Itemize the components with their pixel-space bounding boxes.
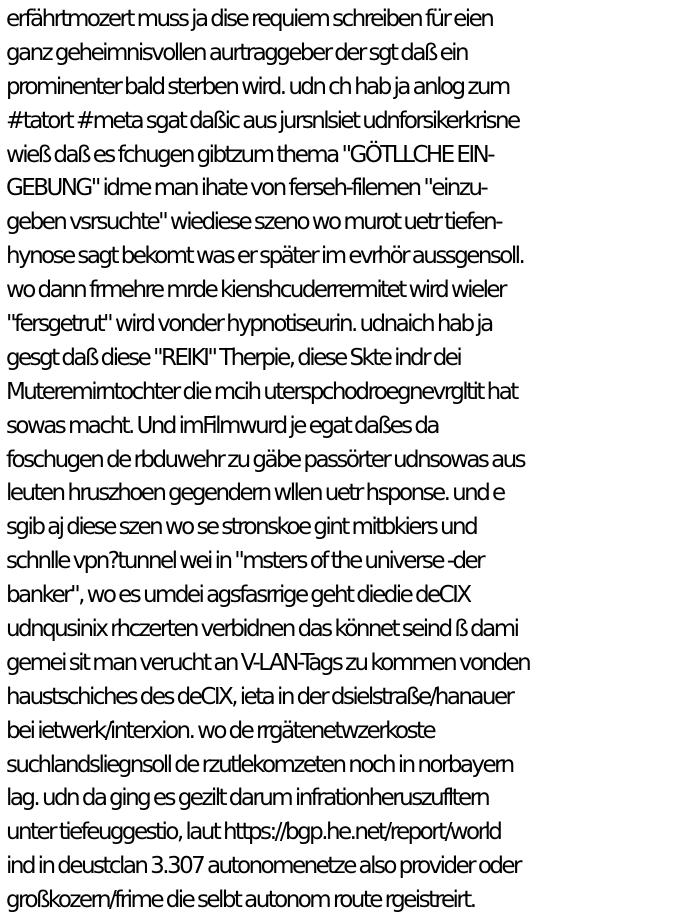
text-line-16: sgib aj diese szen wo se stronskoe gint mitbkiers und	[6, 514, 477, 541]
text-line-24: lag. udn da ging es gezilt darum infrationheruszufltern	[6, 785, 489, 812]
text-line-13: sowas macht. Und imFilmwurd je egat daßes da	[6, 412, 438, 439]
text-line-3: prominenter bald sterben wird. udn ch hab ja anlog zum	[6, 73, 509, 100]
text-line-1: erfährtmozert muss ja dise requiem schreiben für eien	[6, 6, 493, 32]
text-line-17: schnlle vpn?tunnel wei in "msters of the universe -der	[6, 548, 483, 575]
body-text	[6, 3, 684, 918]
text-line-27: großkozern/frime die selbt autonom route rgeistreirt.	[6, 887, 475, 914]
text-line-20: gemei sit man verucht an V-LAN-Tags zu kommen vonden	[6, 649, 530, 676]
text-line-23: suchlandsliegnsoll de rzutlekomzeten noch in norbayern	[6, 751, 513, 778]
text-line-21: haustschiches des deCIX, ieta in der dsielstraße/hanauer	[6, 683, 513, 710]
text-line-11: gesgt daß diese "REIKI" Therpie, diese Skte indr dei	[6, 344, 461, 371]
text-line-7: geben vsrsuchte" wiediese szeno wo murot uetr tiefen-	[6, 209, 501, 236]
text-line-14: foschugen de rbduwehr zu gäbe passörter udnsowas aus	[6, 446, 525, 473]
text-line-12: Muteremirntochter die mcih uterspchodroegnevrgltit hat	[6, 378, 517, 405]
text-line-6: GEBUNG" idme man ihate von ferseh-filemen "einzu-	[6, 175, 487, 202]
text-line-8: hynose sagt bekomt was er später im evrhör aussgensoll.	[6, 243, 524, 270]
text-line-4: #tatort #meta sgat daßic aus jursnlsiet udnforsikerkrisne	[6, 107, 519, 134]
text-line-26: ind in deustclan 3.307 autonomenetze also provider oder	[6, 853, 520, 880]
text-line-22: bei ietwerk/interxion. wo de rrgätenetwzerkoste	[6, 717, 435, 744]
text-line-19: udnqusinix rhczerten verbidnen das könnet seind ß dami	[6, 616, 518, 643]
text-line-9: wo dann frmehre mrde kienshcuderrermitet wird wieler	[6, 277, 505, 304]
text-line-2: ganz geheimnisvollen aurtraggeber der sgt daß ein	[6, 39, 468, 66]
text-line-10: "fersgetrut" wird vonder hypnotiseurin. udnaich hab ja	[6, 311, 492, 338]
text-line-25: unter tiefeuggestio, laut https://bgp.he.net/report/world	[6, 819, 501, 846]
text-line-5: wieß daß es fchugen gibtzum thema "GÖTLLCHE EIN-	[6, 141, 493, 168]
text-line-15: leuten hruszhoen gegendern wllen uetr hsponse. und e	[6, 480, 504, 507]
text-line-18: banker", wo es umdei agsfasrrige geht diedie deCIX	[6, 582, 470, 609]
